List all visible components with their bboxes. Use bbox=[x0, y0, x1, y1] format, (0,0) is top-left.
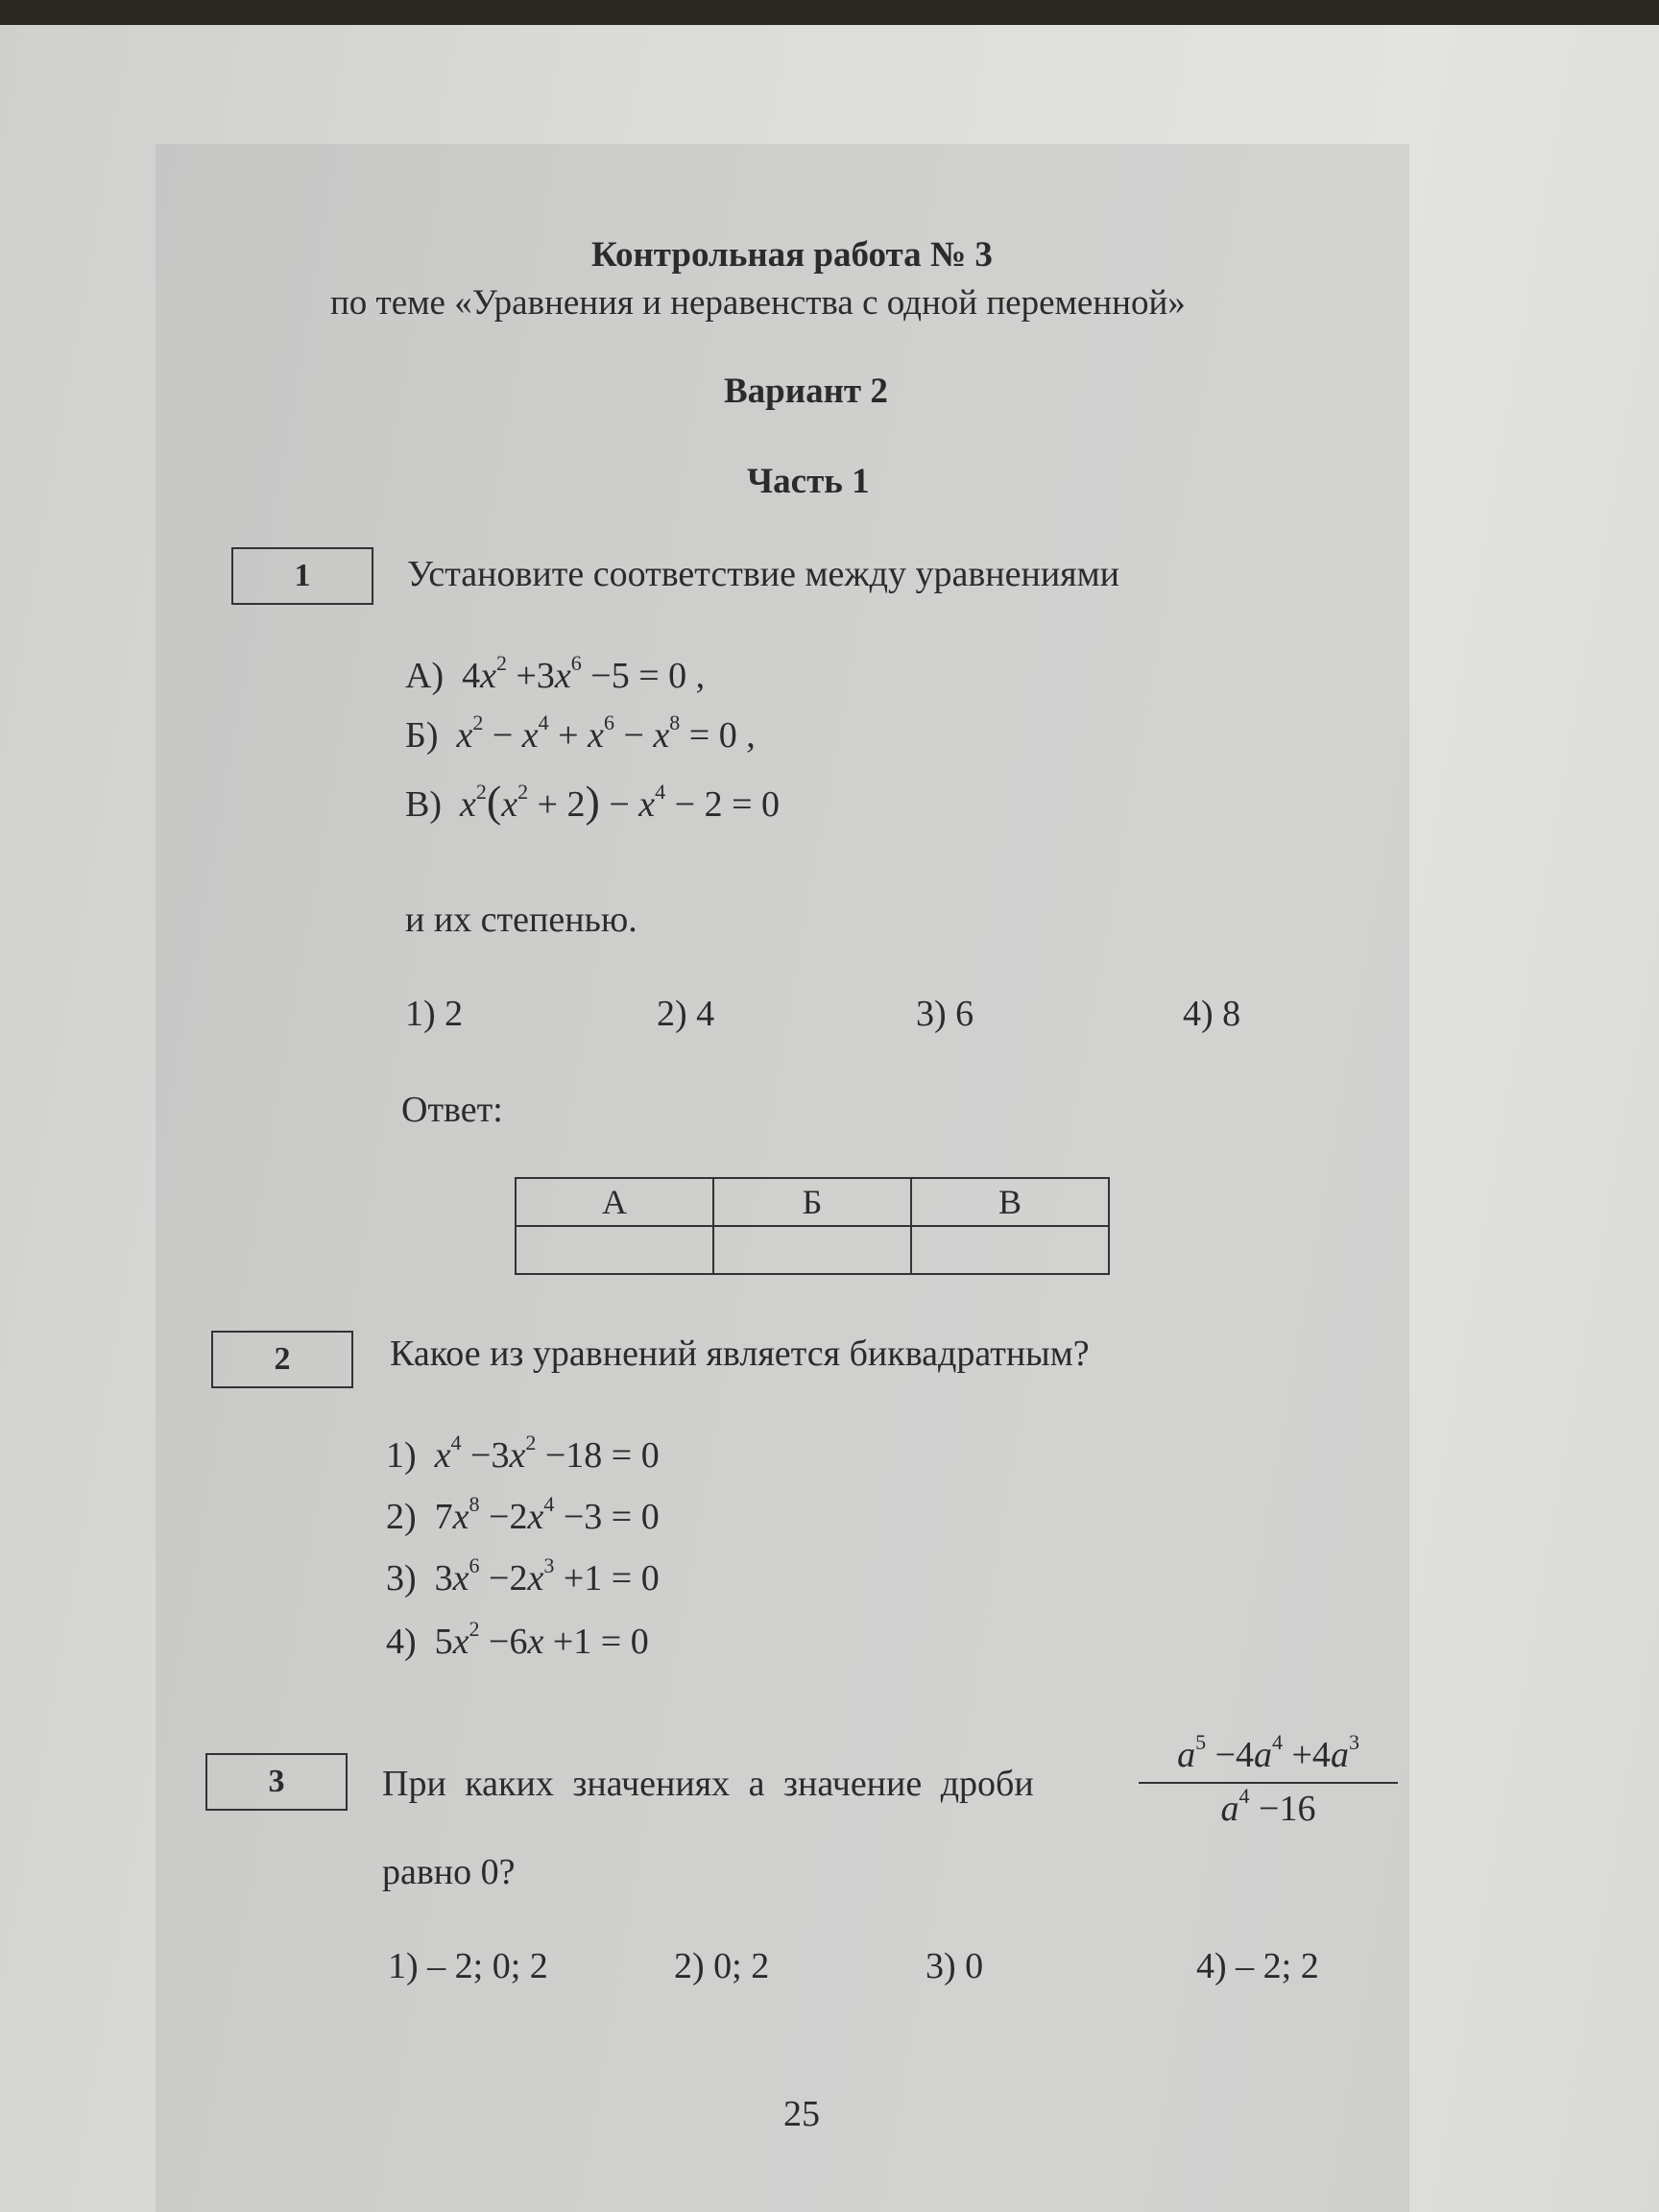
fraction bbox=[1139, 1730, 1398, 1830]
option-4: 4) 8 bbox=[1183, 994, 1241, 1034]
option-3: 3) 6 bbox=[916, 994, 974, 1034]
equation-v: В) $x^2(x^2 + 2) - x^4 - 2 = 0$ bbox=[405, 777, 781, 826]
answer-cell-b[interactable] bbox=[713, 1226, 911, 1274]
equation-option-1: 1) $x^4 -3x^2 -18 = 0$ bbox=[386, 1431, 660, 1476]
task-prompt: Установите соответствие между уравнениями bbox=[407, 554, 1120, 594]
equation-option-2: 2) $7x^8 -2x^4 -3 = 0$ bbox=[386, 1492, 660, 1537]
answer-cell-a[interactable] bbox=[516, 1226, 713, 1274]
equation-b: Б) $x^2 - x^4 + x^6 - x^8 = 0$ , bbox=[405, 710, 756, 756]
task-tail: равно 0? bbox=[382, 1852, 516, 1892]
task-number-box: 2 bbox=[211, 1331, 353, 1388]
equation-a: А) $4x^2 +3x^6 -5 = 0$ , bbox=[405, 651, 706, 696]
task-number-box: 1 bbox=[231, 547, 373, 605]
task-prompt: Какое из уравнений является биквадратным? bbox=[390, 1334, 1090, 1374]
fraction-numerator: $a^5 -4a^4 +4a^3$ bbox=[1177, 1730, 1359, 1775]
page-number: 25 bbox=[783, 2094, 820, 2134]
option-2: 2) 0; 2 bbox=[674, 1946, 770, 1986]
answer-label: Ответ: bbox=[401, 1090, 503, 1130]
equation-option-3: 3) $3x^6 -2x^3 +1 = 0$ bbox=[386, 1553, 660, 1599]
option-1: 1) 2 bbox=[405, 994, 464, 1034]
option-3: 3) 0 bbox=[926, 1946, 984, 1986]
task-prompt: При каких значениях a значение дроби bbox=[382, 1764, 1034, 1804]
option-1: 1) – 2; 0; 2 bbox=[388, 1946, 548, 1986]
answer-header-b: Б bbox=[713, 1178, 911, 1226]
fraction-bar bbox=[1139, 1782, 1398, 1784]
answer-cell-v[interactable] bbox=[911, 1226, 1109, 1274]
option-4: 4) – 2; 2 bbox=[1196, 1946, 1319, 1986]
part-label: Часть 1 bbox=[747, 462, 870, 501]
page-title: Контрольная работа № 3 bbox=[591, 235, 993, 275]
equation-option-4: 4) $5x^2 -6x +1 = 0$ bbox=[386, 1617, 649, 1662]
task-number-box: 3 bbox=[205, 1753, 348, 1811]
answer-header-v: В bbox=[911, 1178, 1109, 1226]
task-tail: и их степенью. bbox=[405, 900, 637, 940]
answer-table bbox=[515, 1177, 1110, 1275]
answer-header-a: А bbox=[516, 1178, 713, 1226]
fraction-denominator: $a^4 -16$ bbox=[1220, 1784, 1316, 1829]
option-2: 2) 4 bbox=[657, 994, 715, 1034]
page-subtitle: по теме «Уравнения и неравенства с одной переменной» bbox=[330, 283, 1186, 323]
variant-label: Вариант 2 bbox=[724, 372, 888, 411]
